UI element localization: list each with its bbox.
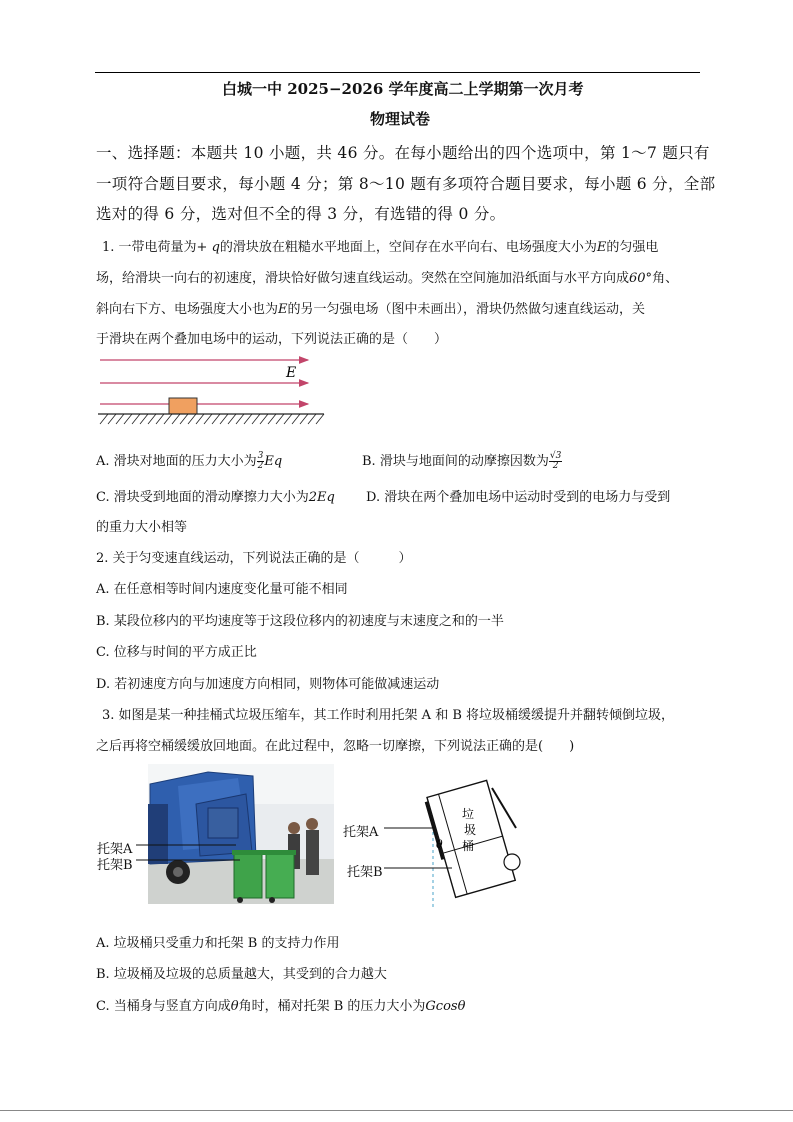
top-rule [95,72,700,73]
bin-text-3: 桶 [462,839,475,853]
bin-text-1: 垃 [462,807,475,821]
q1-stem-line4: 于滑块在两个叠加电场中的运动，下列说法正确的是（ ） [96,332,448,347]
ground-hatching [100,414,324,424]
q1-stem-line1: 1. 一带电荷量为+ q的滑块放在粗糙水平地面上，空间存在水平向右、电场强度大小为E的匀强电 [102,240,659,255]
theta-label: θ [436,838,443,851]
q1-figure [96,352,326,430]
bottom-rule [0,1110,793,1111]
diagram-label-a: 托架A [343,825,379,840]
section-intro-line1: 一、选择题：本题共 10 小题，共 46 分。在每小题给出的四个选项中，第 1～7 题只有 [96,144,710,162]
bin-handle [492,788,516,828]
q1-option-b[interactable]: B. 滑块与地面间的动摩擦因数为 $\frac{√3}{2}$ [362,451,562,471]
section-intro-line3: 选对的得 6 分，选对但不全的得 3 分，有选错的得 0 分。 [96,205,506,223]
field-label: E [286,365,297,381]
truck-photo [148,764,334,904]
diagram-label-b: 托架B [347,865,383,880]
photo-label-b: 托架B [97,858,133,873]
q3-stem-line2: 之后再将空桶缓缓放回地面。在此过程中，忽略一切摩擦，下列说法正确的是( ) [96,739,575,754]
q1-option-a[interactable]: A. 滑块对地面的压力大小为 $\frac{3}{2}$ Eq [96,451,283,471]
q2-option-a[interactable]: A. 在任意相等时间内速度变化量可能不相同 [96,582,348,597]
q3-option-b[interactable]: B. 垃圾桶及垃圾的总质量越大，其受到的合力越大 [96,967,387,982]
q3-option-a[interactable]: A. 垃圾桶只受重力和托架 B 的支持力作用 [96,936,340,951]
page-subtitle: 物理试卷 [370,110,431,128]
photo-label-leaders [136,840,246,866]
q3-option-c[interactable]: C. 当桶身与竖直方向成θ角时，桶对托架 B 的压力大小为Gcosθ [96,999,466,1014]
q1-option-d-cont: 的重力大小相等 [96,520,188,535]
q3-stem-line1: 3. 如图是某一种挂桶式垃圾压缩车，其工作时利用托架 A 和 B 将垃圾桶缓缓提升并翻转倾倒垃圾， [102,708,675,723]
q1-option-c[interactable]: C. 滑块受到地面的滑动摩擦力大小为2Eq [96,490,335,505]
q2-option-d[interactable]: D. 若初速度方向与加速度方向相同，则物体可能做减速运动 [96,677,440,692]
slider-block [169,398,197,414]
q1-stem-line3: 斜向右下方、电场强度大小也为E的另一匀强电场（图中未画出），滑块仍然做匀速直线运动，关 [96,302,646,317]
photo-label-a: 托架A [97,842,133,857]
q2-stem: 2. 关于匀变速直线运动，下列说法正确的是（ ） [96,551,412,566]
bin-wheel [504,854,520,870]
bin-text-2: 圾 [464,823,477,837]
q2-option-b[interactable]: B. 某段位移内的平均速度等于这段位移内的初速度与末速度之和的一半 [96,614,504,629]
q2-option-c[interactable]: C. 位移与时间的平方成正比 [96,645,257,660]
section-intro-line2: 一项符合题目要求，每小题 4 分；第 8～10 题有多项符合题目要求，每小题 6 分，全部 [96,175,716,193]
bin-diagram [340,770,530,912]
page-title: 白城一中 2025−2026 学年度高二上学期第一次月考 [222,80,584,98]
q1-stem-line2: 场，给滑块一向右的初速度，滑块恰好做匀速直线运动。突然在空间施加沿纸面与水平方向成60°角、 [96,271,679,286]
q1-option-d[interactable]: D. 滑块在两个叠加电场中运动时受到的电场力与受到 [366,490,671,505]
